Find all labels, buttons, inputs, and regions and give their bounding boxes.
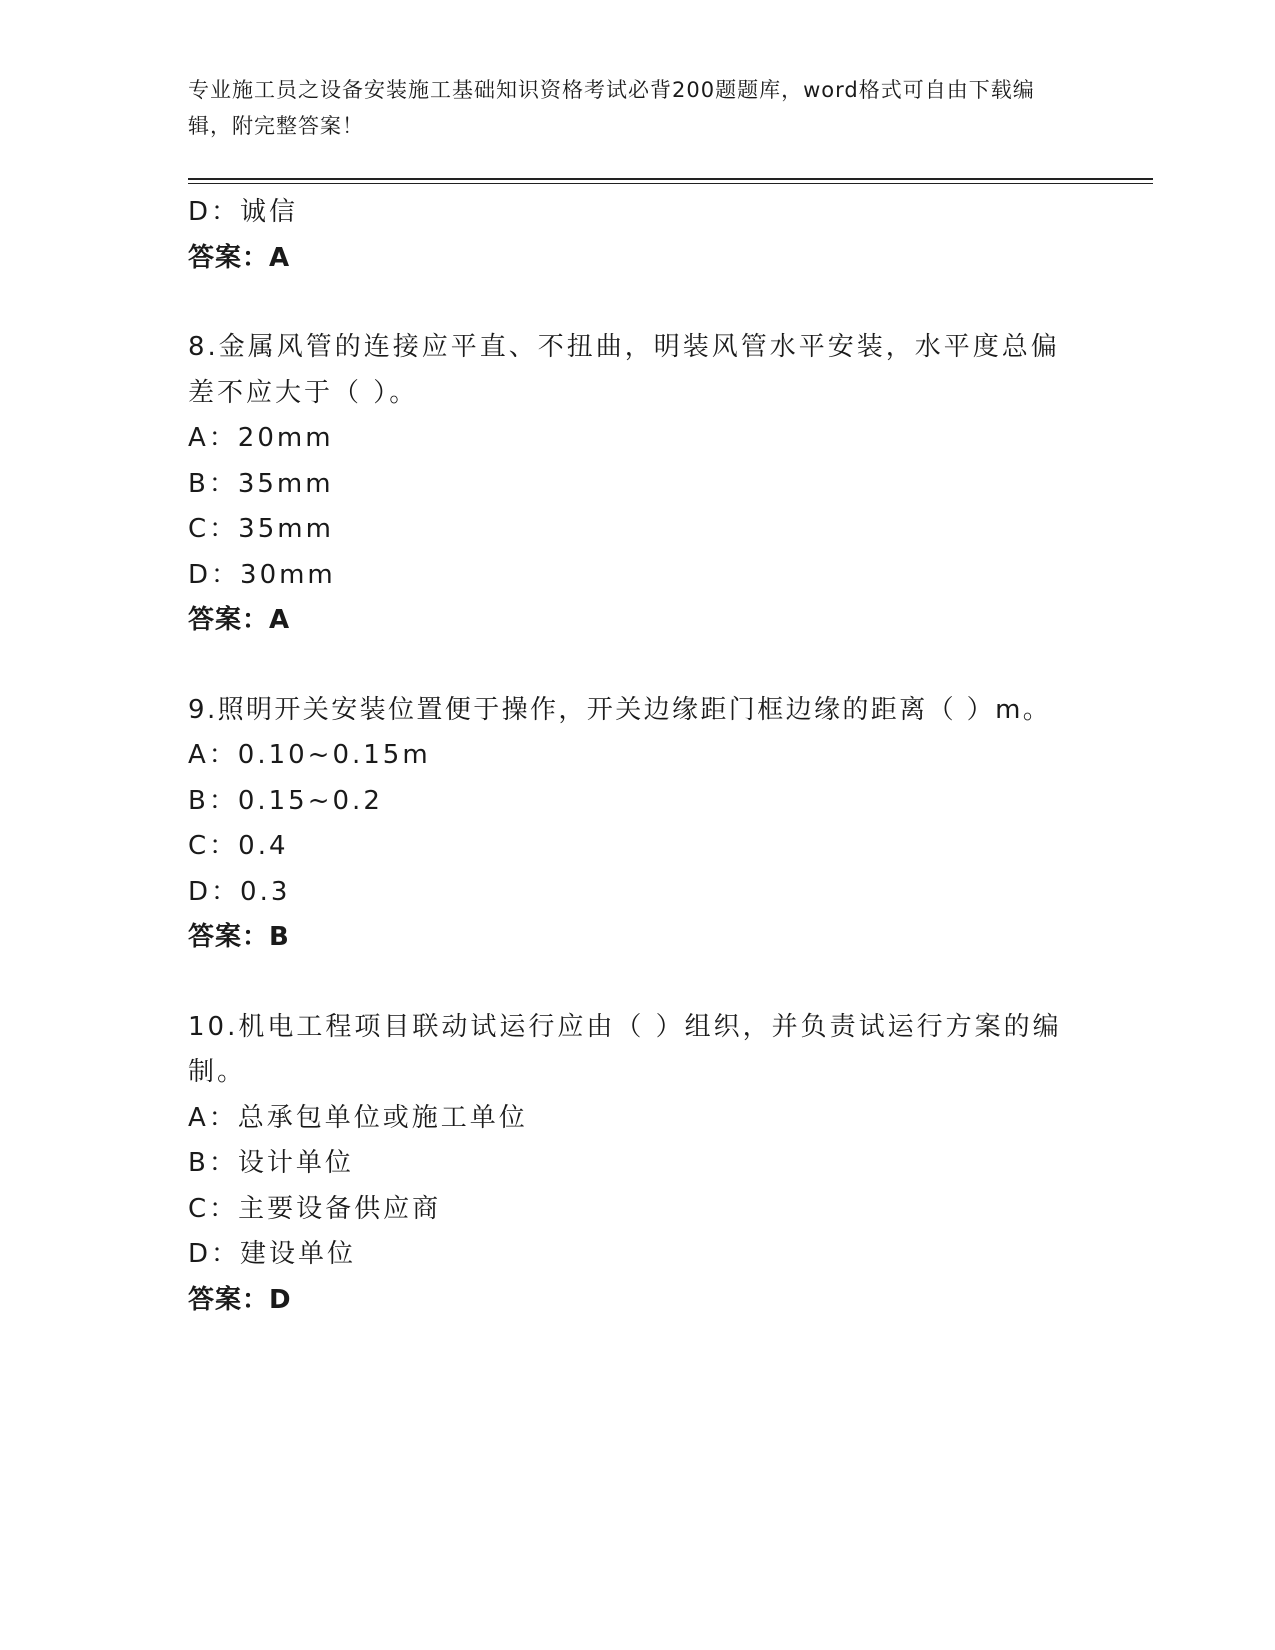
header-divider-thick	[188, 178, 1153, 180]
option-d: D：30mm	[188, 559, 336, 590]
answer-line: 答案：D	[188, 1284, 292, 1315]
question-stem: 10.机电工程项目联动试运行应由（ ）组织，并负责试运行方案的编制。	[188, 1011, 1062, 1087]
option-a: A：总承包单位或施工单位	[188, 1102, 528, 1133]
answer-line: 答案：A	[188, 605, 291, 635]
question-stem: 9.照明开关安装位置便于操作，开关边缘距门框边缘的距离（ ）m。	[188, 694, 1052, 725]
option-b: B：0.15~0.2	[188, 785, 383, 816]
question-10	[188, 1005, 1068, 1324]
option-c: C：35mm	[188, 514, 334, 544]
header-divider-thin	[188, 183, 1153, 184]
answer-line: 答案：B	[188, 922, 290, 952]
question-8	[188, 325, 1068, 644]
option-d: D：建设单位	[188, 1239, 357, 1269]
option-a: A：20mm	[188, 423, 334, 453]
option-d: D：0.3	[188, 876, 291, 907]
document-header: 专业施工员之设备安装施工基础知识资格考试必背200题题库，word格式可自由下载编辑，附完整答案！	[188, 78, 1035, 138]
option-c: C：主要设备供应商	[188, 1193, 442, 1224]
option-a: A：0.10~0.15m	[188, 740, 431, 770]
question-list	[188, 190, 1068, 1323]
option-d: D：诚信	[188, 197, 299, 227]
question-9	[188, 688, 1068, 961]
answer-line: 答案：A	[188, 242, 291, 273]
question-stem: 8.金属风管的连接应平直、不扭曲，明装风管水平安装，水平度总偏差不应大于（ ）。	[188, 332, 1060, 408]
option-b: B：设计单位	[188, 1148, 354, 1178]
option-c: C：0.4	[188, 831, 289, 861]
option-b: B：35mm	[188, 468, 334, 499]
